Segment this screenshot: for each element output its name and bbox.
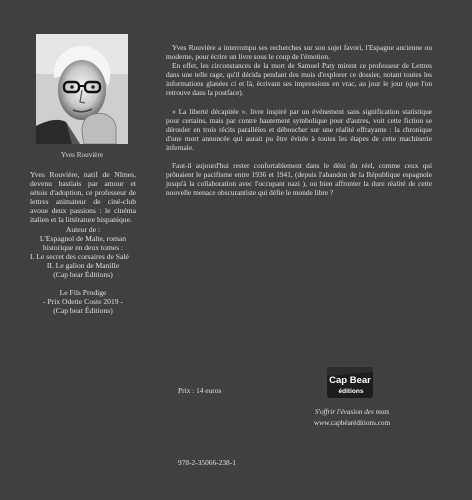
author-photo-caption: Yves Rouvière xyxy=(60,151,104,159)
book-price: Prix : 14 euros xyxy=(178,386,222,395)
isbn-number: 978-2-35066-238-1 xyxy=(178,458,236,467)
book-title: L'Espagnol de Malte, roman historique en deux tomes : xyxy=(39,233,127,252)
blurb-paragraph: « La liberté décapitée ». livre inspiré par un événement sans signification statistique pour certains, mais par contre hautement symbolique pour d'autres, voit cette fiction se dérouler en trois récits parallèles et déboucher sur une réalité effrayante : la chronique d'une mort annoncée qui aurait pu être évitée à toutes les étapes de cette machinerie infernale. xyxy=(166,106,432,152)
book-title: Le Fils Prodige xyxy=(59,288,107,298)
book-volume: I. Le secret des corsaires de Salé xyxy=(30,251,129,261)
publisher-logo xyxy=(324,366,376,400)
author-portrait-image xyxy=(36,34,128,144)
book-blurb xyxy=(166,43,432,197)
book-volume: II. Le galion de Manille xyxy=(46,260,120,270)
author-bio: Yves Rouvière, natif de Nîmes, devenu bastiais par amour et sétois d'adoption, ce professeur de lettres animateur de ciné-club avoue deux passions : le cinéma italien et la littérature hispanique. xyxy=(30,170,136,225)
blurb-paragraph: Yves Rouvière a interrompu ses recherches sur son sujet favori, l'Espagne ancienne ou moderne, pour écrire un livre sous le coup de l'émotion. xyxy=(166,43,432,62)
logo-text-sub: éditions xyxy=(338,388,364,395)
publisher-website: www.capbéaréditions.com xyxy=(313,419,391,427)
book-publisher: (Cap bear Éditions) xyxy=(53,306,113,316)
blurb-paragraph: En effet, les circonstances de la mort de Samuel Paty mirent ce professeur de Lettres dans une telle rage, qu'il décida pendant des mois d'explorer ce dossier, notant toutes les informations glanées ci et là, écrivant ses impressions en vrac, au jour le jour (que l'on retrouve dans la postface). xyxy=(166,61,432,98)
logo-text-main: Cap Bear xyxy=(329,375,371,386)
author-photo xyxy=(36,34,128,144)
publisher-slogan: S'offrir l'évasion des mots xyxy=(314,408,390,416)
book-prize: - Prix Odette Coste 2019 - xyxy=(43,297,123,307)
cap-bear-logo-icon xyxy=(324,366,376,400)
book-publisher: (Cap bear Éditions) xyxy=(53,270,113,280)
blurb-paragraph: Faut-il aujourd'hui rester confortablement dans le déni du réel, comme ceux qui prônaient le pacifisme entre 1936 et 1941, (depuis l'abandon de la République espagnole jusqu'à la collaboration avec l'occupant nazi ), ou bien affronter la dure réalité de cette nouvelle menace obscurantiste qui défie le monde libre ? xyxy=(166,161,432,198)
bibliography xyxy=(30,234,136,316)
author-biography-column xyxy=(30,170,136,315)
bibliography-heading: Auteur de : xyxy=(65,224,101,234)
